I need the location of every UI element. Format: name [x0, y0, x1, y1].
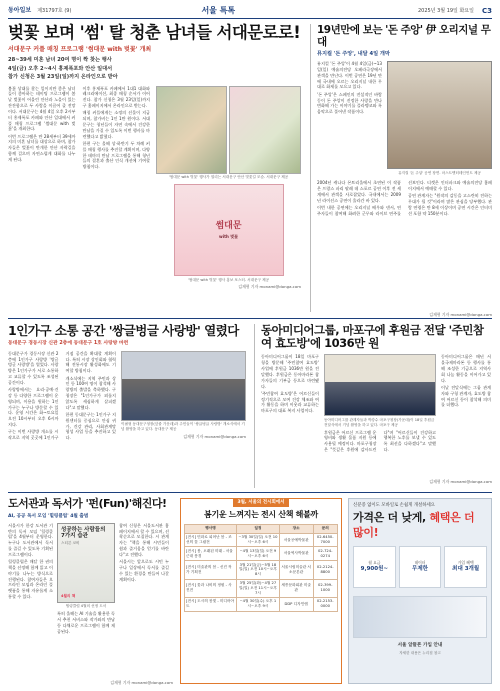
- body-paragraph: 동아미디어그룹은 매년 서울국제마라톤 등 행사를 통해 조성한 기금으로 지역사회 나눔 활동을 이어가고 있다.: [441, 354, 491, 383]
- article-body-right: [119, 523, 169, 678]
- body-paragraph: 한편 구는 올해 상·하반기 두 차례 커플 매칭 행사를 추진할 계획이며, 다양한 테마의 만남 프로그램을 통해 청년들의 결혼과 출산 인식 개선에 기여할 방침이다.: [82, 140, 150, 170]
- cherry-blossom-photo: [156, 86, 227, 174]
- ad-card-value: 무제한: [412, 565, 428, 572]
- table-row: [185, 533, 338, 547]
- photo-caption: 뮤지컬 '돈 주앙' 공연 장면. 마스트엔터테인먼트 제공: [398, 170, 481, 175]
- article-headline: 19년만에 보는 '돈 주앙' 伊 오리지널 무대: [317, 24, 491, 49]
- body-paragraph: 참여 신청은 서울도서관 홈페이지에서 할 수 있으며, 선착순으로 모집한다. 시 관계자는 "책을 통해 시민들이 쉼과 즐거움을 얻기를 바란다"고 전했다.: [119, 522, 169, 557]
- photo-caption: 이필형 동대문구청장(앞줄 가운데)과 주민들이 '쌍글벙글 사랑방' 개소식에서 기념 촬영을 하고 있다. 동대문구 제공: [121, 422, 245, 432]
- table-row: [185, 579, 338, 597]
- article-lead: [8, 57, 301, 82]
- table-header-row: [185, 524, 338, 533]
- article-body: [8, 523, 53, 678]
- table-cell: [전시] 민화로 피어난 봄 - 조선의 꽃 그림전: [185, 533, 237, 547]
- exhibition-table: [184, 524, 338, 612]
- body-paragraph: 구는 이번 사랑방 개소를 시작으로 지역 곳곳에 1인가구 거점 공간을 확대할 계획이다. 특히 시장 상인회와 협력해 전통시장 활성화에도 기여할 방침이다.: [8, 350, 116, 441]
- book-cover: [57, 523, 115, 603]
- issue-number: 제31797호 (9): [37, 8, 72, 15]
- article-subhead: 동대문구 경동시장 신관 2층에 동대문구 1호 사랑방 마련: [8, 341, 129, 347]
- table-row: [185, 547, 338, 561]
- table-row: [185, 597, 338, 611]
- body-paragraph: 특히 올해는 AI 기술을 활용한 독서 추천 서비스와 작가와의 만남 등 다채로운 프로그램이 함께 제공된다.: [57, 611, 115, 634]
- byline: 김재형 기자 monami@donga.com: [429, 312, 492, 318]
- ad-card: [353, 546, 396, 588]
- masthead: [8, 5, 492, 19]
- article-body-under: [324, 430, 436, 472]
- body-paragraph: '주민참여 효도방'은 어르신들이 정기적으로 모여 건강 체조와 여가 활동을 하며 이웃과 교류하는 마포구의 대표 복지 사업이다.: [261, 390, 319, 414]
- column-header: 일정: [237, 524, 280, 533]
- table-cell: 02-724-0274: [313, 547, 338, 561]
- ad-card-label: 가입 혜택: [457, 559, 474, 565]
- section-divider: [8, 492, 492, 493]
- page-number: C3: [481, 6, 492, 15]
- table-cell: ~3월 30일(일) 오전 10시~오후 6시: [237, 533, 280, 547]
- ad-title: [353, 511, 487, 541]
- table-cell: ~4월 30일(수) 오후 1시~오후 9시: [237, 597, 280, 611]
- article-headline: 1인가구 소통 공간 '쌍글벙글 사랑방' 열렸다: [8, 323, 239, 338]
- column-header: 행사명: [185, 524, 237, 533]
- body-paragraph: 서울시는 앞으로도 시민 누구나 일상에서 독서를 즐길 수 있는 환경을 만들어 나갈 계획이다.: [119, 559, 169, 582]
- ad-header: 신분증 없이도 모바일로 손쉽게 개설하세요: [353, 503, 435, 508]
- donation-ceremony-photo: [324, 354, 436, 416]
- ad-card-label: 월 요금: [368, 559, 381, 565]
- table-cell: ~4월 13일(일) 오전 9시~오후 6시: [237, 547, 280, 561]
- column-header: 장소: [279, 524, 313, 533]
- ad-card: [399, 546, 442, 588]
- table-cell: 02-399-1000: [313, 579, 338, 597]
- photo-caption: 동아미디어그룹 관계자들과 박강수 마포구청장(가운데)이 18일 후원금 전달식에서 기념 촬영을 하고 있다. 마포구 제공: [324, 417, 435, 427]
- exhibition-box: [180, 498, 342, 684]
- article-subhead: 뮤지컬 '돈 주앙', 내달 4일 개막: [317, 51, 390, 58]
- ad-title-text: 가격은 더 낮게,: [353, 510, 430, 524]
- article-body: [8, 351, 116, 483]
- book-caption: 힐링클럽 4월의 선정 도서: [65, 604, 107, 609]
- photo-caption: '썸대문 with 벚꽃' 행사가 열리는 서대문구 안산 벚꽃길 모습. 서대문구 제공: [168, 175, 289, 180]
- table-cell: [전시] 도시의 봄빛 - 미디어아트: [185, 597, 237, 611]
- body-paragraph: 후원금은 어르신 프로그램 운영비와 생활 물품 지원 등에 사용될 예정이다. 마포구청장은 "뜻깊은 후원에 감사드린다"며 "어르신들이 건강하고 행복한 노후를 보낼 수 있도록 최선을 다하겠다"고 말했다.: [324, 429, 436, 453]
- article-body: [317, 180, 492, 310]
- body-paragraph: 서울시가 한강 도서관 기반의 독서 모임 '힐링클럽'을 4월부터 운영한다. 누구나 도서관에서 독서를 즐길 수 있도록 기획된 프로그램이다.: [8, 522, 53, 557]
- table-cell: 3월 21일(금)~5월 18일(일) 오전 10시~오후 8시: [237, 561, 280, 579]
- column-header: 문의: [313, 524, 338, 533]
- body-paragraph: '돈 주앙'은 스페인의 전설적인 바람둥이 돈 주앙이 진정한 사랑을 만나 변화해 가는 이야기를 플라멩코와 록 음악으로 풀어낸 작품이다.: [317, 91, 382, 115]
- body-paragraph: 매칭 커플에게는 소정의 선물이 지급되며, 참가비는 1인 1만 원이다. 서대문구는 청년들이 자연 속에서 건강한 만남을 가질 수 있도록 이번 행사를 마련했다고 밝혔다.: [82, 110, 150, 139]
- article-headline: 벚꽃 보며 '썸' 탈 청춘 남녀들 서대문로로!: [8, 23, 301, 42]
- table-cell: [전시] 봄, 오래된 미래 - 서울 근대 풍경: [185, 547, 237, 561]
- section-divider: [8, 318, 492, 319]
- article-library: [8, 498, 173, 684]
- poster-title: 썸대문: [215, 221, 242, 232]
- ad-image: [353, 596, 487, 638]
- body-paragraph: 뮤지컬 '돈 주앙'이 4월 4일(금)~13일(일) 예술의전당 오페라극장에서 관객을 만난다. 이번 공연은 19년 만에 국내에 오르는 오리지널 내한 무대로 화제를 모으고 있다.: [317, 61, 382, 90]
- book-author: 스티븐 코비: [61, 541, 80, 546]
- table-row: [185, 561, 338, 579]
- opening-ceremony-photo: [121, 351, 246, 421]
- table-cell: 02-2153-0000: [313, 597, 338, 611]
- poster-caption: '썸대문 with 벚꽃' 행사 홍보 포스터. 서대문구 제공: [187, 277, 270, 282]
- byline: 김재형 기자 monami@donga.com: [238, 284, 301, 290]
- table-cell: [전시] 미술관의 봄 - 신진 작가 기획전: [185, 561, 237, 579]
- article-body-top: [317, 61, 382, 176]
- table-cell: 서울시립미술관 서소문본관: [279, 561, 313, 579]
- article-body-left: [261, 354, 319, 477]
- article-headline: 동아미디어그룹, 마포구에 후원금 전달 '주민참여 효도방'에 1036만 원: [261, 323, 484, 351]
- body-paragraph: 공연 관계자는 "원작의 감동을 고스란히 전하는 무대가 될 것"이라며 많은 관심을 당부했다. 관람 연령은 만 8세 이상이며 공연 시간은 인터미션 포함 약 150분이다.: [408, 193, 492, 216]
- article-dongdaemun: [8, 324, 246, 488]
- ad-footer-note: 자세한 내용은 누리집 참고: [399, 650, 441, 655]
- byline: 김재형 기자 monami@donga.com: [429, 479, 492, 485]
- section-title: 서울 특톡: [201, 6, 236, 16]
- lead-line: 28~39세 미혼 남녀 20여 명이 짝 찾는 행사: [8, 57, 112, 64]
- article-body: [8, 86, 150, 301]
- body-paragraph: 동아미디어그룹이 18일 마포구청을 방문해 '주민참여 효도방' 사업에 후원금 1036만 원을 전달했다. 후원금은 동아마라톤 참가자들의 기부금 등으로 마련됐다.: [261, 354, 319, 389]
- lead-line: 4일(금) 오후 2~4시 홍제폭포와 안산 일대서: [8, 65, 113, 72]
- issue-date: 2025년 3월 19일 화요일: [417, 8, 474, 15]
- book-title: 성공하는 사람들의 7가지 습관: [61, 526, 106, 540]
- article-headline: 도서관과 독서가 '펀(Fun)'해진다!: [8, 497, 167, 510]
- table-cell: 3월 25일(화)~4월 27일(일) 오전 11시~오후 7시: [237, 579, 280, 597]
- table-cell: 세종문화회관 미술관: [279, 579, 313, 597]
- book-badge: 4월의 책: [61, 593, 76, 598]
- body-paragraph: 2004년 캐나다 몬트리올에서 초연된 이 작품은 프랑스 파리 팔레 데 스포르 공연 이후 전 세계에서 관객을 사로잡았다. 국내에서는 2009년 라이선스 공연이 올라간 바 있다.: [317, 180, 401, 203]
- poster-subtitle: with 벚꽃: [219, 234, 238, 240]
- table-cell: 서울공예박물관: [279, 533, 313, 547]
- paper-logo: 동아일보: [8, 7, 32, 15]
- byline: 김재형 기자 monami@donga.com: [110, 679, 173, 685]
- body-paragraph: 이번 프로그램은 만 28세부터 39세까지의 미혼 남녀를 대상으로 하며, 참가자들은 벚꽃이 만개한 안산 자락길을 함께 걸으며 자연스럽게 대화를 나누게 된다.: [8, 133, 76, 162]
- table-cell: DDP 디자인랩: [279, 597, 313, 611]
- advertisement: [348, 498, 492, 684]
- ad-cards: [353, 546, 487, 588]
- musical-actor-photo: [387, 61, 492, 169]
- body-paragraph: 개소식에는 지역 주민과 상인 등 100여 명이 참석해 사랑방의 출발을 축하했다. 구청장은 "1인가구가 외롭지 않도록 세심하게 살피겠다"고 말했다.: [65, 375, 116, 410]
- body-paragraph: 이날 전달식에는 그룹 관계자와 구청 관계자, 효도방 참여 어르신 등이 참석해 의미를 더했다.: [441, 385, 491, 408]
- exhibition-tag: 3월, 서울의 전시회에서: [233, 499, 288, 507]
- article-body-right: [441, 354, 491, 477]
- ad-title-emphasis: 혜택은 더 많이!: [353, 510, 475, 539]
- table-cell: 서울역사박물관: [279, 547, 313, 561]
- ad-footer: 서울 알뜰폰 가입 안내: [397, 642, 443, 648]
- event-poster: [174, 184, 284, 276]
- article-subhead: 서대문구 커플 매칭 프로그램 '썸대문 with 벚꽃' 개최: [8, 45, 152, 53]
- body-paragraph: 이후 홍제폭포 카페에서 1대1 대화와 레크리에이션, 최종 매칭 순서가 이어진다. 참가 신청은 3월 23일(일)까지 구 홈페이지에서 온라인으로 받는다.: [82, 85, 150, 109]
- exhibition-headline: 봄기운 느껴지는 전시 산책 해볼까: [204, 510, 318, 520]
- cherry-blossom-photo: [229, 86, 301, 174]
- body-paragraph: 한편 동대문구는 1인가구 지원센터를 중심으로 안심 귀가, 건강 관리, 사회관계망 형성 사업 등을 추진하고 있다.: [65, 411, 116, 441]
- body-paragraph: 동대문구가 경동시장 신관 2층에 1인가구 사랑방 '쌍글벙글 사랑방'을 열었다. 사랑방은 1인가구가 서로 소통하고 교류할 수 있도록 조성된 공간이다.: [8, 350, 59, 385]
- table-cell: 02-6450-7000: [313, 533, 338, 547]
- article-don-juan: [310, 24, 492, 318]
- body-paragraph: 힐링클럽은 매달 한 권의 책을 선정해 함께 읽고 이야기를 나누는 방식으로 진행된다. 참여자들은 오프라인 모임과 온라인 플랫폼을 통해 자유롭게 소통할 수 있다.: [8, 559, 53, 600]
- article-subhead: AI, 공공 독서 모임 '힐링클럽' 4월 출범: [8, 513, 89, 519]
- article-seodaemun: [8, 24, 301, 312]
- body-paragraph: 사랑방에서는 요리·공예·건강 등 다양한 프로그램이 운영되며, 이용을 원하는 1인가구는 누구나 방문할 수 있다. 운영 시간은 화~토요일 오전 10시부터 오후 6시까지다.: [8, 387, 59, 428]
- table-cell: 02-2124-8800: [313, 561, 338, 579]
- ad-card: [444, 546, 487, 588]
- article-dong-a-media: [254, 324, 492, 488]
- ad-card-value: 최대 3개월: [452, 565, 480, 572]
- ad-card-value: 9,900원~: [360, 565, 388, 572]
- byline: 김재형 기자 monami@donga.com: [183, 434, 246, 440]
- lead-line: 참가 신청은 3월 23일(일)까지 온라인으로 받아: [8, 74, 118, 81]
- ad-card-label: 데이터: [414, 559, 426, 565]
- article-body-under: [57, 611, 115, 673]
- body-paragraph: 봄꽃 상대를 찾는 일이지만 좋은 남녀들이 좋아하는 데이팅 프로그램이 봄날 벚꽃이 어울린 안산과 노을이 있는 잔잔함으로 두 사람을 이끌어 줄 전망이다. 서대문구는 4월 4일 오후 2시부터 홍제폭포 카페와 안산 일대에서 커플 매칭 프로그램 '썸대문 with 벚꽃'을 개최한다.: [8, 85, 76, 132]
- table-cell: [전시] 꽃과 나비의 정원 - 사진전: [185, 579, 237, 597]
- body-paragraph: 이번 내한 공연에는 오리지널 배우와 댄서, 연주자들이 참여해 화려한 군무와 라이브 연주를 선보인다. 티켓은 인터파크와 예술의전당 홈페이지에서 예매할 수 있다.: [317, 180, 492, 216]
